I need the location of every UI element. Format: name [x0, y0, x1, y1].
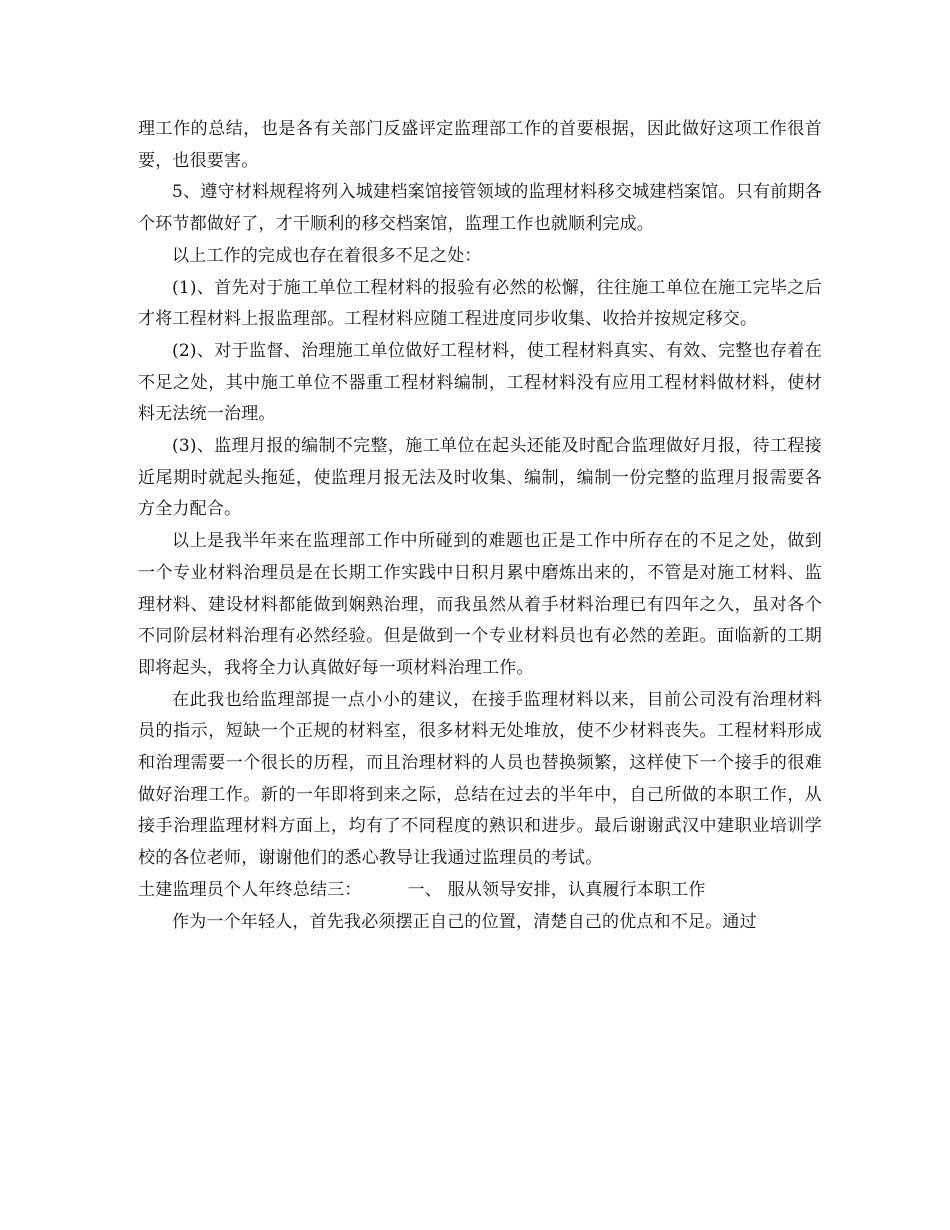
section-subtitle: 一、 服从领导安排，认真履行本职工作 — [407, 879, 706, 900]
paragraph-4: (1)、首先对于施工单位工程材料的报验有必然的松懈，往往施工单位在施工完毕之后才将工程材料上报监理部。工程材料应随工程进度同步收集、收拾并按规定移交。 — [138, 277, 822, 330]
section-heading — [138, 875, 822, 907]
paragraph-6: (3)、监理月报的编制不完整，施工单位在起头还能及时配合监理做好月报，待工程接近尾期时就起头拖延，使监理月报无法及时收集、编制，编制一份完整的监理月报需要各方全力配合。 — [138, 436, 822, 520]
document-page — [138, 114, 822, 938]
paragraph-5: (2)、对于监督、治理施工单位做好工程材料，使工程材料真实、有效、完整也存着在不足之处，其中施工单位不器重工程材料编制，工程材料没有应用工程材料做材料，使材料无法统一治理。 — [138, 340, 822, 425]
paragraph-1: 理工作的总结，也是各有关部门反盛评定监理部工作的首要根据，因此做好这项工作很首要，也很要害。 — [138, 119, 822, 171]
section-title: 土建监理员个人年终总结三： — [138, 879, 362, 900]
paragraph-8: 在此我也给监理部提一点小小的建议，在接手监理材料以来，目前公司没有治理材料员的指示，短缺一个正规的材料室，很多材料无处堆放，使不少材料丧失。工程材料形成和治理需要一个很长的历程，而且治理材料的人员也替换频繁，这样使下一个接手的很难做好治理工作。新的一年即将到来之际，总结在过去的半年中，自己所做的本职工作，从接手治理监理材料方面上，均有了不同程度的熟识和进步。最后谢谢武汉中建职业培训学校的各位老师，谢谢他们的悉心教导让我通过监理员的考试。 — [138, 689, 822, 869]
paragraph-7: 以上是我半年来在监理部工作中所碰到的难题也正是工作中所存在的不足之处，做到一个专业材料治理员是在长期工作实践中日积月累中磨炼出来的，不管是对施工材料、监理材料、建设材料都能做到娴熟治理，而我虽然从着手材料治理已有四年之久，虽对各个不同阶层材料治理有必然经验。但是做到一个专业材料员也有必然的差距。面临新的工期即将起头，我将全力认真做好每一项材料治理工作。 — [138, 531, 822, 678]
paragraph-closing: 作为一个年轻人，首先我必须摆正自己的位置，清楚自己的优点和不足。通过 — [172, 911, 757, 932]
paragraph-2: 5、遵守材料规程将列入城建档案馆接管领域的监理材料移交城建档案馆。只有前期各个环节都做好了，才干顺利的移交档案馆，监理工作也就顺利完成。 — [138, 182, 822, 235]
paragraph-3: 以上工作的完成也存在着很多不足之处： — [172, 245, 482, 266]
